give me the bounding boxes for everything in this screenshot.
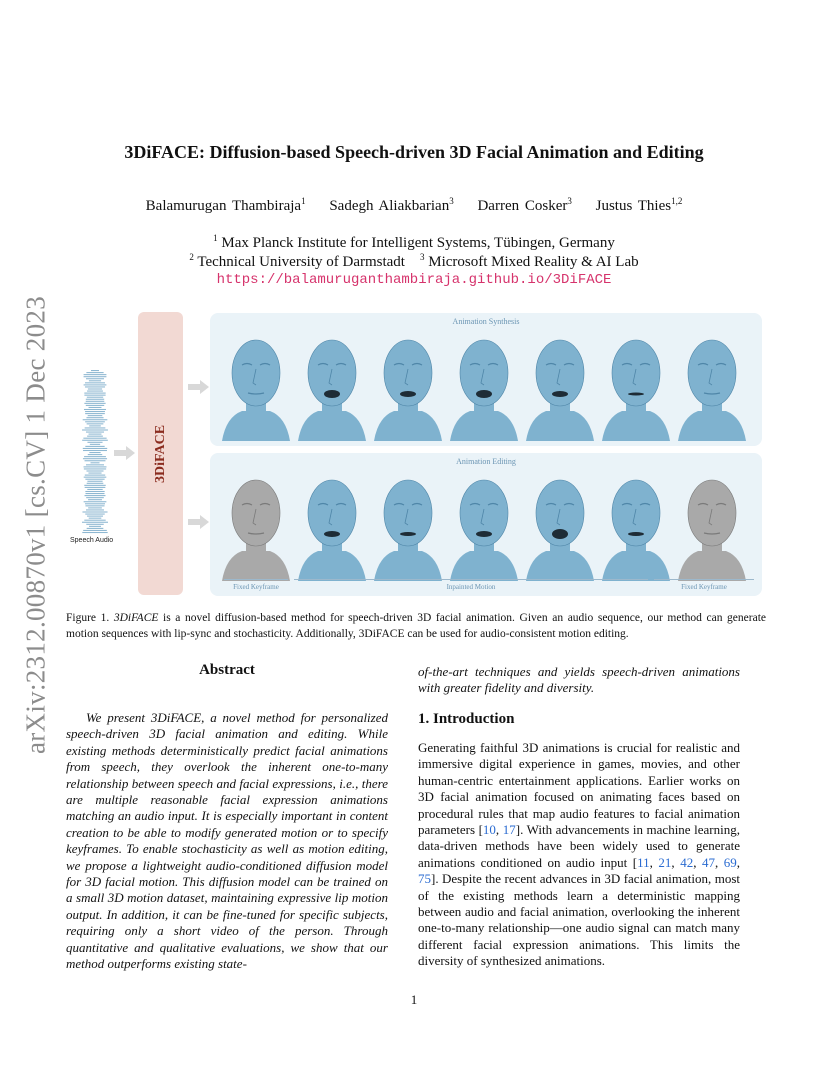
face-render	[450, 340, 518, 441]
citation-link[interactable]: 11	[637, 854, 650, 870]
waveform-bar	[87, 423, 104, 424]
fixed-keyframe-label-right: Fixed Keyframe	[681, 583, 727, 591]
waveform-bar	[86, 432, 104, 433]
waveform-bar	[83, 419, 108, 420]
waveform-bar	[84, 468, 106, 469]
waveform-bar	[84, 376, 107, 377]
affiliation-line-2: $^2$ Technical University of Darmstadt $^3$ Microsoft Mixed Reality & AI Lab	[189, 252, 639, 270]
face-render	[678, 340, 746, 441]
intro-paragraph: Generating faithful 3D animations is crucial for realistic and immersive digital experience in games, movies, and other human-centric entertainment applications. Earlier works on 3D facial animation focused on animating faces based on procedural rules that map audio features to facial animation parameters [10, 17]. With advancements in machine learning, data-driven methods have been widely used to generate animations conditioned on audio input [11, 21, 42, 47, 69, 75]. Despite the recent advances in 3D facial animation, most of the existing methods learn a deterministic mapping between audio and facial animation, overlooking the inherent one-to-many relationship—one audio signal can match many different facial expression animations. This limits the diversity of synthesized animations.	[418, 740, 741, 969]
waveform-bar	[87, 436, 103, 437]
waveform-bar	[85, 479, 104, 480]
waveform-bar	[89, 380, 101, 381]
arrow-to-synthesis	[188, 380, 210, 394]
waveform-bar	[89, 425, 101, 426]
waveform-bar	[86, 417, 103, 418]
waveform-bar	[88, 507, 102, 508]
author-4: Justus Thies$^{1,2}$	[595, 196, 683, 214]
face-render	[298, 340, 366, 441]
author-2: Sadegh Aliakbarian$^3$	[329, 196, 454, 214]
waveform-bar	[83, 438, 106, 439]
waveform-bar	[85, 427, 106, 428]
waveform-bar	[84, 495, 105, 496]
waveform-bar	[84, 374, 107, 375]
waveform-bar	[87, 516, 103, 517]
waveform-bar	[85, 460, 106, 461]
citation-link[interactable]: 42	[680, 854, 694, 870]
waveform-bar	[85, 505, 104, 506]
waveform-bar	[86, 378, 104, 379]
waveform-bar	[84, 520, 105, 521]
citation-link[interactable]: 75	[418, 871, 431, 887]
waveform-bar	[89, 526, 101, 527]
waveform-bar	[84, 456, 106, 457]
waveform-bar	[88, 499, 102, 500]
face-render	[222, 340, 290, 441]
face-render	[374, 480, 442, 581]
waveform-bar	[87, 481, 102, 482]
author-3: Darren Cosker$^3$	[477, 196, 572, 214]
waveform-bar	[90, 444, 100, 445]
abstract-continued: of-the-art techniques and yields speech-driven animations with greater fidelity and diversity.	[418, 664, 740, 696]
citation-link[interactable]: 47	[701, 854, 715, 870]
arxiv-stamp-text: arXiv:2312.00870v1 [cs.CV] 1 Dec 2023	[20, 295, 51, 755]
fixed-keyframe-line-right	[654, 579, 754, 580]
face-render	[374, 340, 442, 441]
citation-link[interactable]: 21	[658, 854, 672, 870]
synthesis-title: Animation Synthesis	[452, 317, 520, 326]
waveform-bar	[84, 477, 107, 478]
waveform-bar	[86, 493, 105, 494]
citation-link[interactable]: 17	[502, 822, 516, 838]
waveform-bar	[82, 532, 107, 533]
animation-editing-panel	[210, 453, 762, 596]
face-render	[602, 480, 670, 581]
inpainted-motion-label: Inpainted Motion	[446, 583, 496, 591]
face-render	[222, 480, 290, 581]
inpainted-motion-line	[294, 579, 648, 580]
intro-heading: 1. Introduction	[418, 711, 515, 727]
waveform-bar	[84, 466, 107, 467]
speech-audio-label: Speech Audio	[70, 537, 114, 544]
waveform-bar	[89, 518, 102, 519]
author-list	[0, 196, 828, 215]
waveform-bar	[88, 388, 102, 389]
waveform-bar	[86, 509, 104, 510]
abstract-heading: Abstract	[199, 662, 255, 678]
model-box	[138, 312, 183, 595]
editing-face-row	[218, 469, 758, 584]
paper-title: 3DiFACE: Diffusion-based Speech-driven 3D Facial Animation and Editing	[124, 142, 704, 162]
waveform-bar	[89, 434, 102, 435]
waveform-bar	[87, 489, 102, 490]
waveform-bar	[86, 399, 104, 400]
face-render	[678, 480, 746, 581]
waveform-bar	[85, 411, 105, 412]
synthesis-face-row	[218, 329, 758, 444]
arrow-to-editing	[188, 515, 210, 529]
waveform-bar	[84, 395, 105, 396]
face-render	[298, 480, 366, 581]
waveform-bar	[85, 514, 104, 515]
speech-waveform	[66, 308, 126, 543]
waveform-bar	[88, 454, 102, 455]
waveform-bar	[91, 370, 99, 371]
affiliation-line-1: $^1$ Max Planck Institute for Intelligent Systems, Tübingen, Germany	[213, 233, 615, 251]
waveform-bar	[84, 384, 107, 385]
waveform-bar	[84, 409, 106, 410]
figure-1	[66, 308, 766, 598]
face-render	[526, 340, 594, 441]
waveform-bar	[87, 483, 104, 484]
waveform-bar	[87, 397, 103, 398]
waveform-bar	[82, 522, 108, 523]
waveform-bar	[86, 405, 104, 406]
waveform-bar	[84, 485, 105, 486]
waveform-bar	[85, 413, 105, 414]
waveform-bar	[85, 475, 105, 476]
waveform-bar	[86, 497, 104, 498]
waveform-bar	[83, 450, 107, 451]
project-url-link[interactable]: https://balamuruganthambiraja.github.io/3DiFACE	[216, 272, 612, 288]
waveform-bar	[89, 452, 100, 453]
waveform-bar	[89, 407, 102, 408]
citation-link[interactable]: 10	[482, 822, 496, 838]
waveform-bar	[83, 458, 107, 459]
waveform-bar	[85, 487, 106, 488]
waveform-bar	[85, 503, 105, 504]
waveform-bar	[84, 501, 107, 502]
waveform-bar	[85, 421, 105, 422]
citation-link[interactable]: 69	[723, 854, 737, 870]
editing-title: Animation Editing	[456, 457, 516, 466]
waveform-bar	[83, 448, 107, 449]
waveform-bar	[82, 440, 108, 441]
waveform-bar	[85, 446, 104, 447]
fixed-keyframe-label-left: Fixed Keyframe	[233, 583, 279, 591]
face-render	[526, 480, 594, 581]
fixed-keyframe-line-left	[224, 579, 288, 580]
waveform-bar	[85, 386, 105, 387]
waveform-bar	[82, 429, 108, 430]
waveform-bar	[88, 415, 103, 416]
waveform-bar	[87, 391, 103, 392]
waveform-bar	[86, 464, 104, 465]
waveform-bar	[86, 470, 103, 471]
arrow-to-model	[114, 446, 136, 460]
waveform-bar	[87, 528, 104, 529]
waveform-bar	[86, 524, 103, 525]
waveform-bar	[90, 462, 99, 463]
model-label: 3DiFACE	[152, 424, 168, 483]
face-render	[602, 340, 670, 441]
waveform-bar	[82, 511, 107, 512]
waveform-bar	[85, 382, 105, 383]
waveform-bar	[87, 442, 102, 443]
animation-synthesis-panel	[210, 313, 762, 446]
waveform-bar	[83, 530, 107, 531]
waveform-bar	[86, 401, 105, 402]
arxiv-side-stamp	[16, 290, 56, 760]
waveform-bar	[84, 403, 105, 404]
figure-caption: Figure 1. 3DiFACE is a novel diffusion-based method for speech-driven 3D facial animation. Given an audio sequence, our method can generate motion sequences with lip-sync and stochasticity. Additionally, 3DiFACE can be used for audio-consistent motion editing.	[66, 612, 767, 640]
waveform-bar	[85, 491, 104, 492]
author-1: Balamurugan Thambiraja$^1$	[145, 196, 306, 214]
abstract-body: We present 3DiFACE, a novel method for personalized speech-driven 3D facial animation and editing. While existing methods deterministically predict facial animations from speech, they overlook the inherent one-to-many relationship between speech and facial expressions, i.e., there are multiple reasonable facial expression animations matching an audio input. It is especially important in content creation to be able to modify generated motion or to specify keyframes. To enable stochasticity as well as motion editing, we propose a lightweight audio-conditioned diffusion model for 3D facial motion. This diffusion model can be trained on a small 3D motion dataset, maintaining expressive lip motion output. In addition, it can be fine-tuned for specific subjects, requiring only a short video of the person. Through quantitative and qualitative evaluations, we show that our method outperforms existing state-	[66, 710, 388, 972]
page-number: 1	[410, 992, 418, 1007]
waveform-bar	[88, 473, 101, 474]
waveform-bar	[86, 372, 103, 373]
face-render	[450, 480, 518, 581]
waveform-bar	[84, 393, 105, 394]
